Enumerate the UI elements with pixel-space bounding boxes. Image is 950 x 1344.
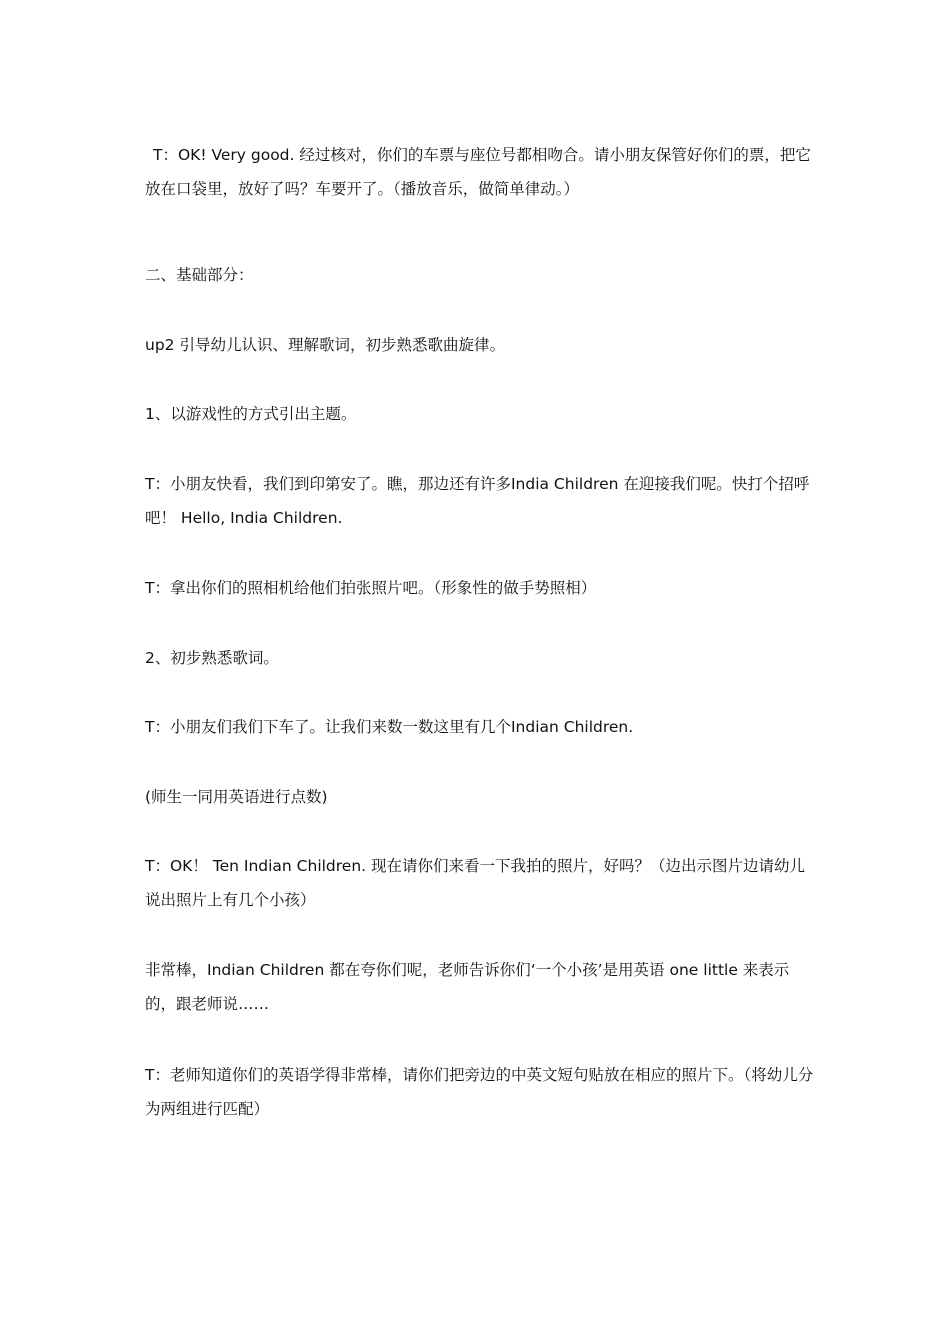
paragraph-step-up2: up2 引导幼儿认识、理解歌词，初步熟悉歌曲旋律。 — [145, 336, 505, 354]
paragraph-count-note: (师生一同用英语进行点数) — [145, 788, 328, 806]
section-heading-basic: 二、基础部分： — [145, 266, 254, 284]
paragraph-matching: T：老师知道你们的英语学得非常棒，请你们把旁边的中英文短句贴放在相应的照片下。（将幼儿分为两组进行匹配） — [145, 1066, 814, 1118]
paragraph-photos: T：OK！ Ten Indian Children. 现在请你们来看一下我拍的照片，好吗？（边出示图片边请幼儿说出照片上有几个小孩） — [145, 857, 806, 909]
paragraph-count: T：小朋友们我们下车了。让我们来数一数这里有几个Indian Children. — [145, 718, 634, 736]
paragraph-ticket-check: T：OK! Very good. 经过核对，你们的车票与座位号都相吻合。请小朋友保管好你们的票，把它放在口袋里，放好了吗？车要开了。（播放音乐，做简单律动。） — [145, 146, 811, 198]
paragraph-camera: T：拿出你们的照相机给他们拍张照片吧。（形象性的做手势照相） — [145, 579, 597, 597]
paragraph-point-1: 1、以游戏性的方式引出主题。 — [145, 405, 357, 423]
paragraph-one-little: 非常棒，Indian Children 都在夸你们呢，老师告诉你们‘一个小孩’是用英语 one little 来表示的，跟老师说…… — [145, 961, 790, 1013]
paragraph-point-2: 2、初步熟悉歌词。 — [145, 649, 279, 667]
paragraph-greeting: T：小朋友快看，我们到印第安了。瞧，那边还有许多India Children 在迎接我们呢。快打个招呼吧！ Hello, India Children. — [145, 475, 810, 527]
